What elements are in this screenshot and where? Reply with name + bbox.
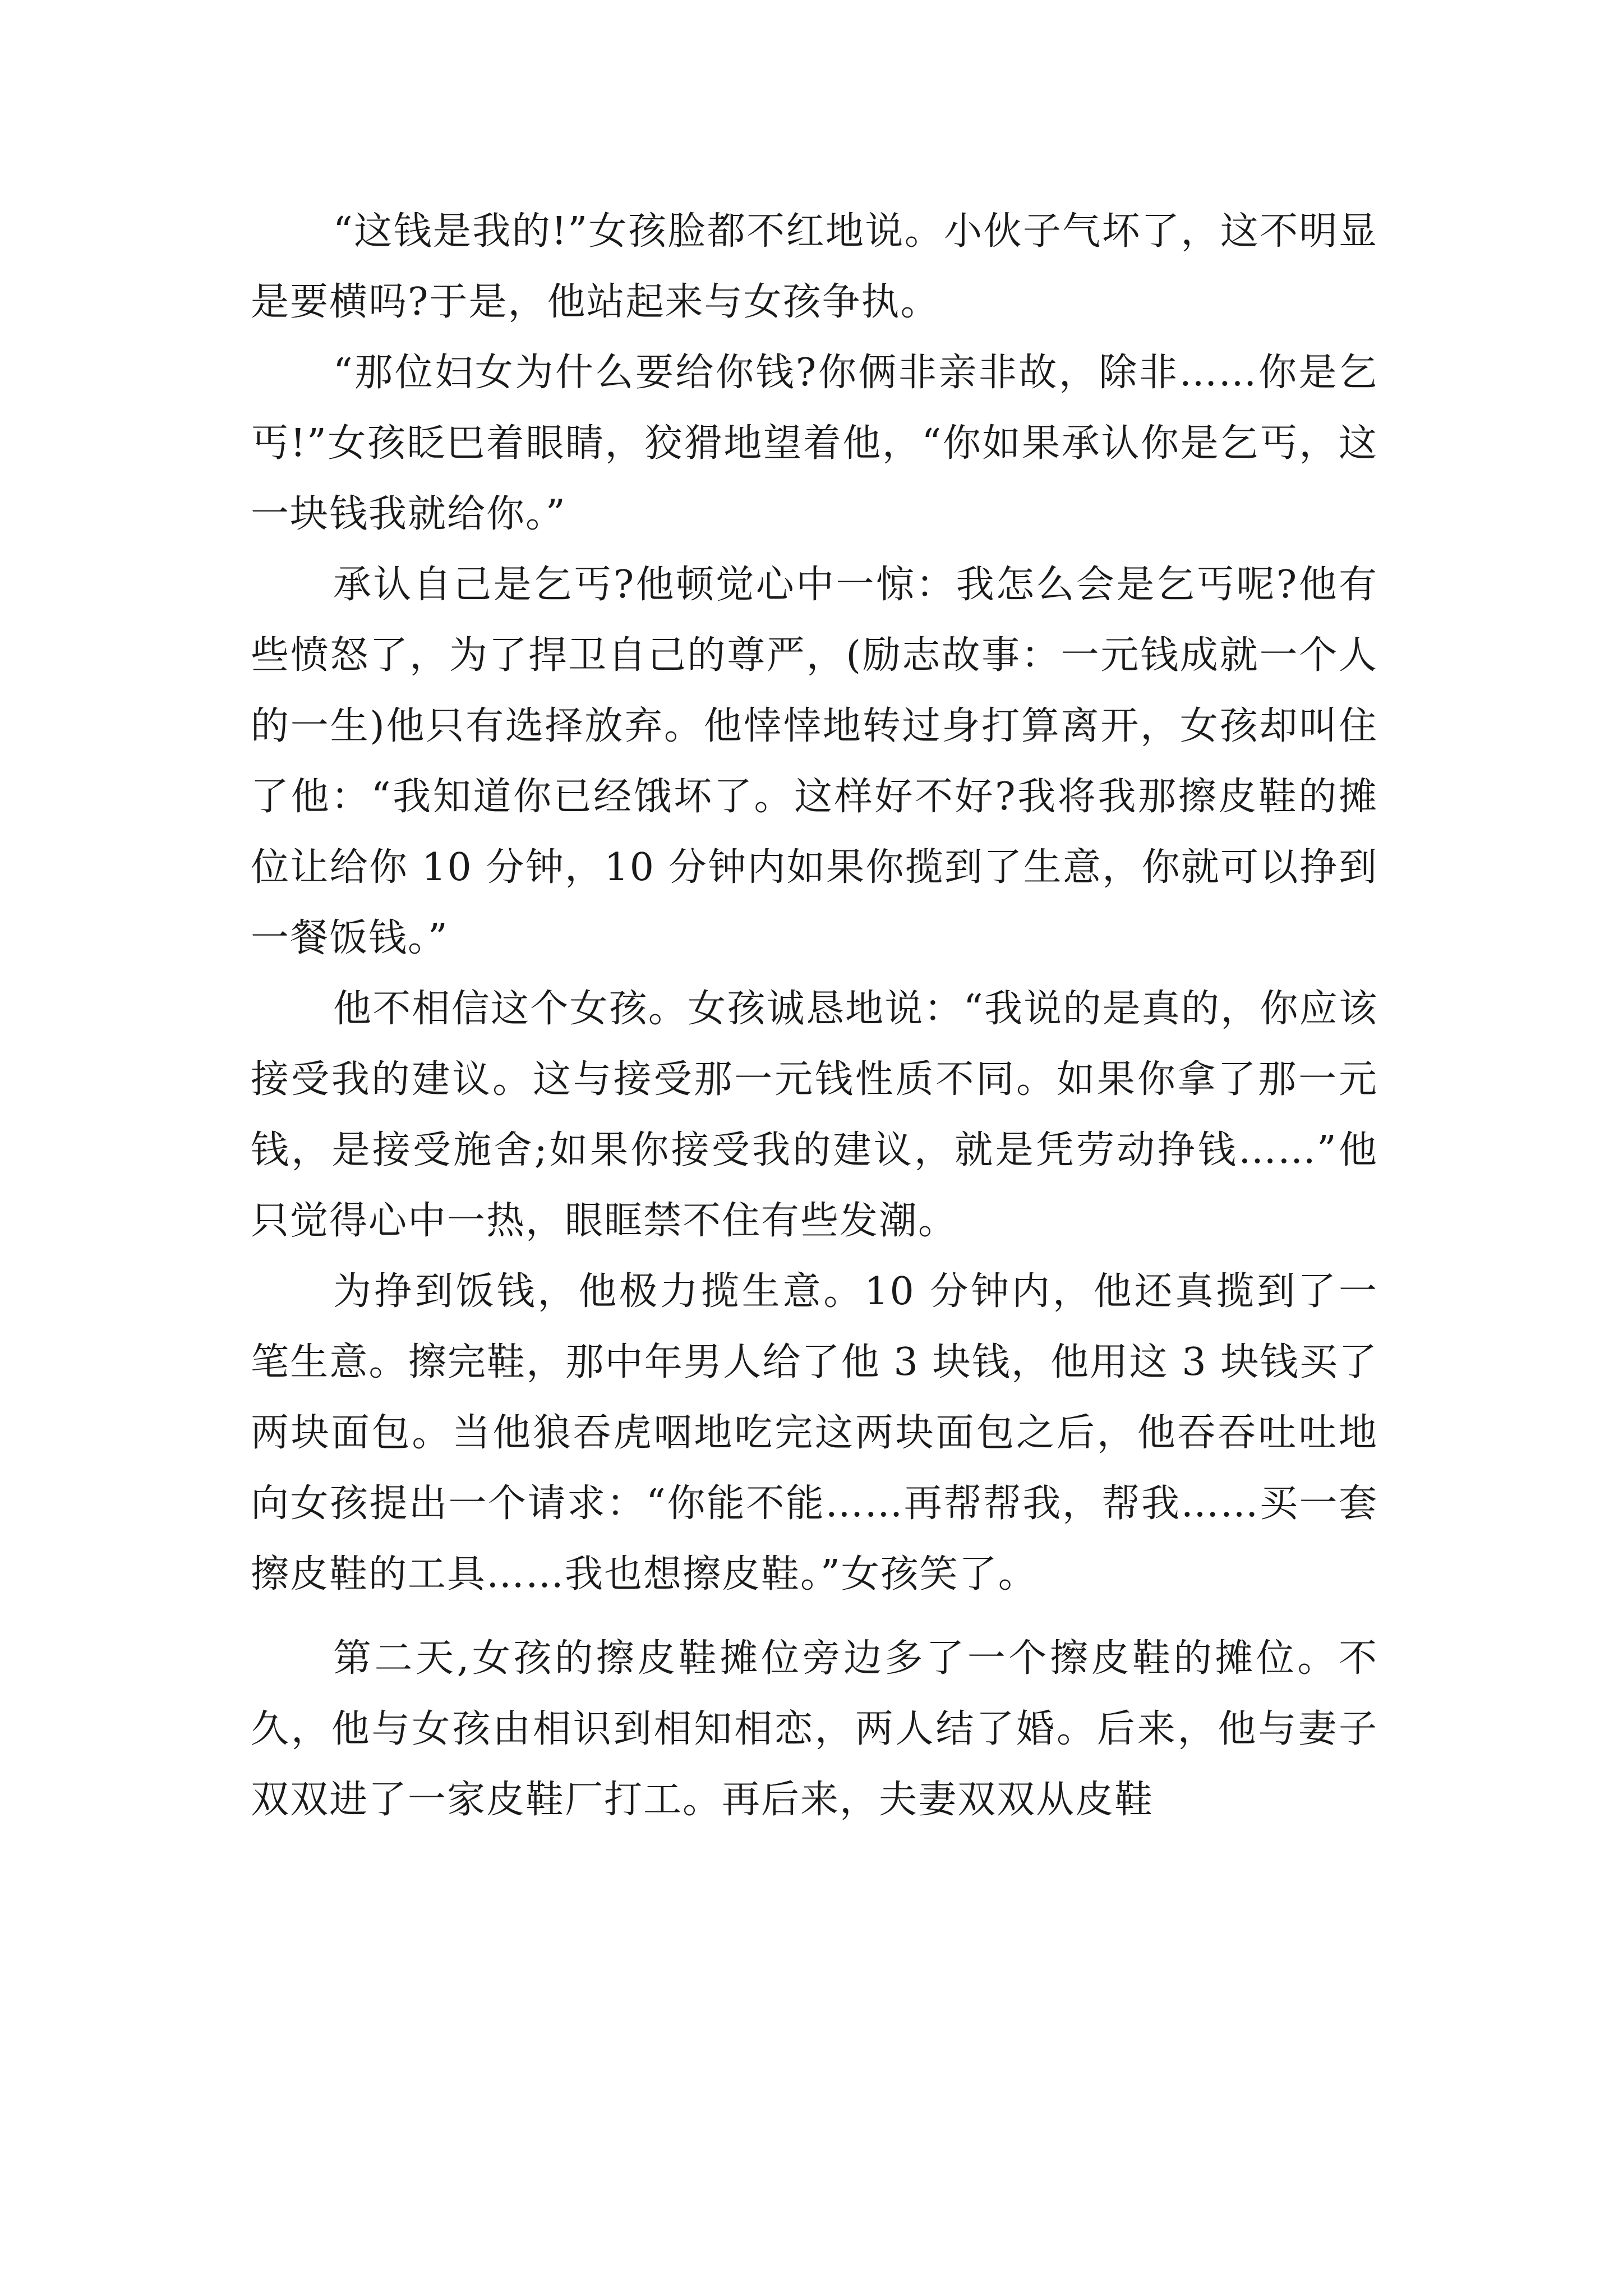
paragraph-3: 承认自己是乞丐?他顿觉心中一惊：我怎么会是乞丐呢?他有些愤怒了，为了捍卫自己的尊严，(励志故事：一元钱成就一个人的一生)他只有选择放弃。他悻悻地转过身打算离开，女孩却叫住了他：“我知道你已经饿坏了。这样好不好?我将我那擦皮鞋的摊位让给你 10 分钟，10 分钟内如果你揽到了生意，你就可以挣到一餐饭钱。” bbox=[251, 563, 1378, 960]
document-body bbox=[251, 196, 1378, 1835]
paragraph-6: 第二天,女孩的擦皮鞋摊位旁边多了一个擦皮鞋的摊位。不久，他与女孩由相识到相知相恋，两人结了婚。后来，他与妻子双双进了一家皮鞋厂打工。再后来，夫妻双双从皮鞋 bbox=[251, 1636, 1378, 1822]
paragraph-5: 为挣到饭钱，他极力揽生意。10 分钟内，他还真揽到了一笔生意。擦完鞋，那中年男人给了他 3 块钱，他用这 3 块钱买了两块面包。当他狼吞虎咽地吃完这两块面包之后，他吞吞吐吐地向女孩提出一个请求：“你能不能……再帮帮我，帮我……买一套擦皮鞋的工具……我也想擦皮鞋。”女孩笑了。 bbox=[251, 1269, 1378, 1596]
paragraph-4: 他不相信这个女孩。女孩诚恳地说：“我说的是真的，你应该接受我的建议。这与接受那一元钱性质不同。如果你拿了那一元钱，是接受施舍;如果你接受我的建议，就是凭劳动挣钱……”他只觉得心中一热，眼眶禁不住有些发潮。 bbox=[251, 987, 1378, 1243]
paragraph-2: “那位妇女为什么要给你钱?你俩非亲非故，除非……你是乞丐!”女孩眨巴着眼睛，狡猾地望着他，“你如果承认你是乞丐，这一块钱我就给你。” bbox=[251, 351, 1378, 536]
paragraph-1: “这钱是我的!”女孩脸都不红地说。小伙子气坏了，这不明显是要横吗?于是，他站起来与女孩争执。 bbox=[251, 209, 1378, 324]
